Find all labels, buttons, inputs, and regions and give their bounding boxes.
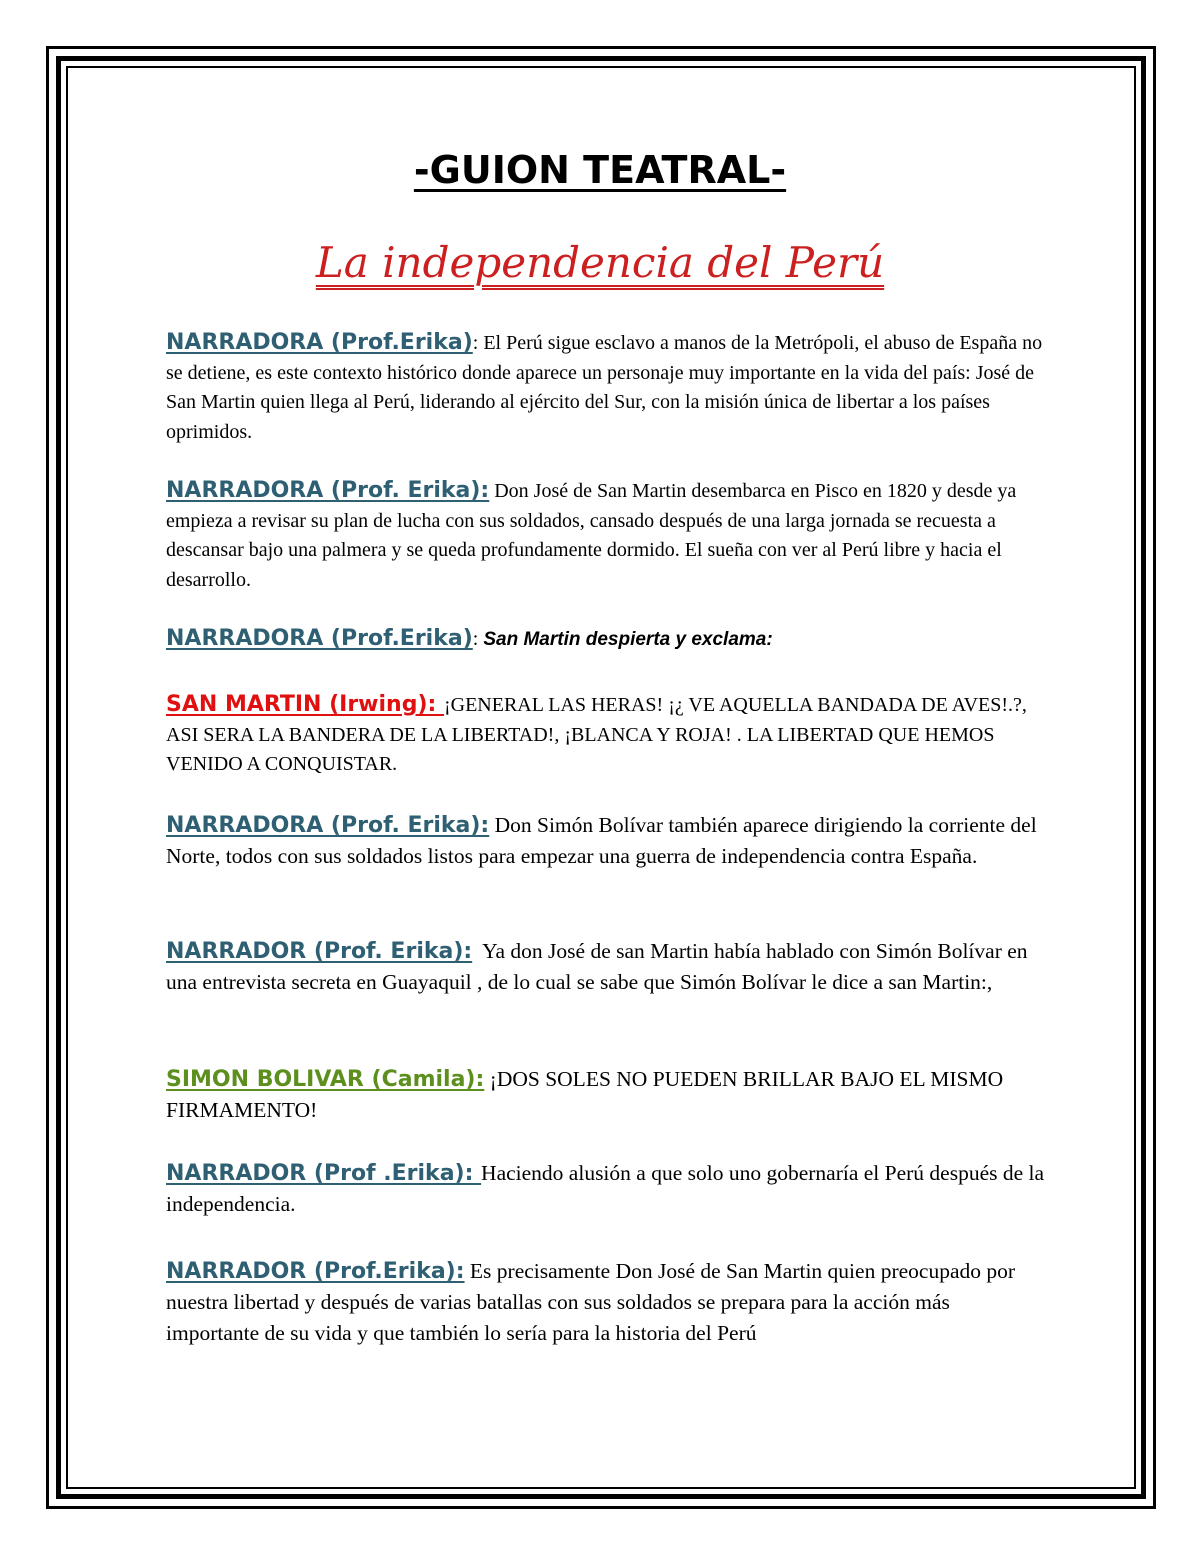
speaker-separator: : [472, 332, 484, 354]
script-paragraph [166, 690, 1046, 780]
page-subtitle: La independencia del Perú [315, 238, 885, 287]
paragraph-text: ¡GENERAL LAS HERAS! ¡¿ VE AQUELLA BANDADA DE AVES!.?, ASI SERA LA BANDERA DE LA LIBERTAD!, ¡BLANCA Y ROJA! . LA LIBERTAD QUE HEMOS VENIDO A CONQUISTAR. [166, 694, 1027, 775]
speaker-label: NARRADORA (Prof. Erika): [166, 478, 490, 503]
paragraph-text: El Perú sigue esclavo a manos de la Metrópoli, el abuso de España no se detiene, es este contexto histórico donde aparece un personaje muy importante en la vida del país: José de San Martin quien llega al Perú, liderando al ejército del Sur, con la misión única de libertar a los países oprimidos. [166, 332, 1043, 443]
script-paragraph [166, 810, 1046, 872]
speaker-label: NARRADORA (Prof. Erika): [166, 813, 490, 838]
speaker-separator [472, 939, 482, 963]
speaker-label: NARRADOR (Prof. Erika): [166, 939, 473, 964]
paragraph-text: Haciendo alusión a que solo uno gobernaría el Perú después de la independencia. [166, 1161, 1045, 1216]
speaker-label: NARRADOR (Prof .Erika): [166, 1161, 482, 1186]
speaker-label: SAN MARTIN (Irwing): [166, 692, 444, 717]
speaker-separator: : [472, 628, 484, 650]
speaker-label: NARRADORA (Prof.Erika) [166, 626, 473, 651]
paragraph-text: ¡DOS SOLES NO PUEDEN BRILLAR BAJO EL MISMO FIRMAMENTO! [166, 1067, 1004, 1122]
script-paragraph [166, 1158, 1046, 1220]
paragraph-text: Ya don José de san Martin había hablado con Simón Bolívar en una entrevista secreta en Guayaquil , de lo cual se sabe que Simón Bolívar le dice a san Martin:, [166, 939, 1028, 994]
script-paragraph [166, 624, 1046, 655]
paragraph-text: Don José de San Martin desembarca en Pisco en 1820 y desde ya empieza a revisar su plan de lucha con sus soldados, cansado después de una larga jornada se recuesta a descansar bajo una palmera y se queda profundamente dormido. El sueña con ver al Perú libre y hacia el desarrollo. [166, 480, 1017, 591]
script-paragraph [166, 1064, 1046, 1126]
page-title: -GUION TEATRAL- [413, 148, 787, 192]
stage-direction: San Martin despierta y exclama: [483, 629, 773, 650]
script-paragraph [166, 1256, 1046, 1349]
paragraph-text: Don Simón Bolívar también aparece dirigiendo la corriente del Norte, todos con sus soldados listos para empezar una guerra de independencia contra España. [166, 813, 1037, 868]
paragraph-text: Es precisamente Don José de San Martin quien preocupado por nuestra libertad y después de varias batallas con sus soldados se prepara para la acción más importante de su vida y que también lo sería para la historia del Perú [166, 1259, 1016, 1345]
speaker-label: NARRADORA (Prof.Erika) [166, 330, 473, 355]
speaker-label: NARRADOR (Prof.Erika): [166, 1259, 465, 1284]
script-paragraph [166, 936, 1046, 998]
script-paragraph [166, 476, 1046, 595]
script-paragraph [166, 328, 1046, 447]
speaker-label: SIMON BOLIVAR (Camila): [166, 1067, 485, 1092]
